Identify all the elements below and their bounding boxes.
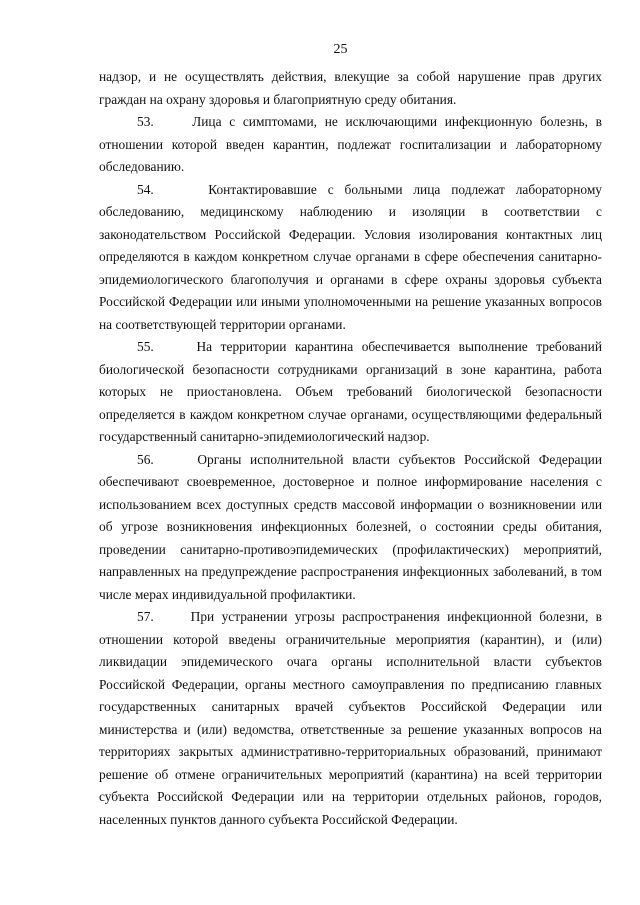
paragraph-text: Лица с симптомами, не исключающими инфекционную болезнь, в отношении которой введен карантин, подлежат госпитализации и лабораторному обследованию. [99, 114, 602, 174]
paragraph-text: При устранении угрозы распространения инфекционной болезни, в отношении которой введены ограничительные мероприятия (карантин), и (или) ликвидации эпидемического очага органы исполнительной власти субъектов Российской Федерации, органы местного самоуправления по предписанию главных государственных санитарных врачей субъектов Российской Федерации или министерства и (или) ведомства, ответственные за решение указанных вопросов на территориях закрытых административно-территориальных образований, принимают решение об отмене ограничительных мероприятий (карантина) на всей территории субъекта Российской Федерации или на территории отдельных районов, городов, населенных пунктов данного субъекта Российской Федерации. [99, 609, 602, 827]
paragraph-number: 53. [137, 114, 154, 129]
paragraph-text: Контактировавшие с больными лица подлежат лабораторному обследованию, медицинскому наблюдению и изоляции в соответствии с законодательством Российской Федерации. Условия изолирования контактных лиц определяются в каждом конкретном случае органами в сфере обеспечения санитарно-эпидемиологического благополучия и органами в сфере охраны здоровья субъекта Российской Федерации или иными уполномоченными на решение указанных вопросов на соответствующей территории органами. [99, 181, 602, 332]
paragraph-54 [99, 179, 602, 337]
paragraph-number: 57. [137, 609, 154, 624]
paragraph-text: Органы исполнительной власти субъектов Российской Федерации обеспечивают своевременное, достоверное и полное информирование населения с использованием всех доступных средств массовой информации о возникновении или об угрозе возникновения инфекционных болезней, о состоянии среды обитания, проведении санитарно-противоэпидемических (профилактических) мероприятий, направленных на предупреждение распространения инфекционных заболеваний, в том числе мерах индивидуальной профилактики. [99, 451, 602, 602]
paragraph-number: 56. [137, 451, 154, 467]
paragraph-57 [99, 606, 602, 831]
paragraph-56 [99, 449, 602, 607]
paragraph-53 [99, 111, 602, 179]
paragraph-text: надзор, и не осуществлять действия, влекущие за собой нарушение прав других граждан на охрану здоровья и благоприятную среду обитания. [99, 69, 602, 107]
paragraph-55 [99, 336, 602, 449]
paragraph-text: На территории карантина обеспечивается выполнение требований биологической безопасности сотрудниками организаций в зоне карантина, работа которых не приостановлена. Объем требований биологической безопасности определяется в каждом конкретном случае органами, осуществляющими федеральный государственный санитарно-эпидемиологический надзор. [99, 339, 602, 444]
paragraph-continuation [99, 66, 602, 111]
paragraph-number: 55. [137, 339, 154, 354]
paragraph-number: 54. [137, 181, 154, 197]
page-number: 25 [333, 42, 348, 57]
